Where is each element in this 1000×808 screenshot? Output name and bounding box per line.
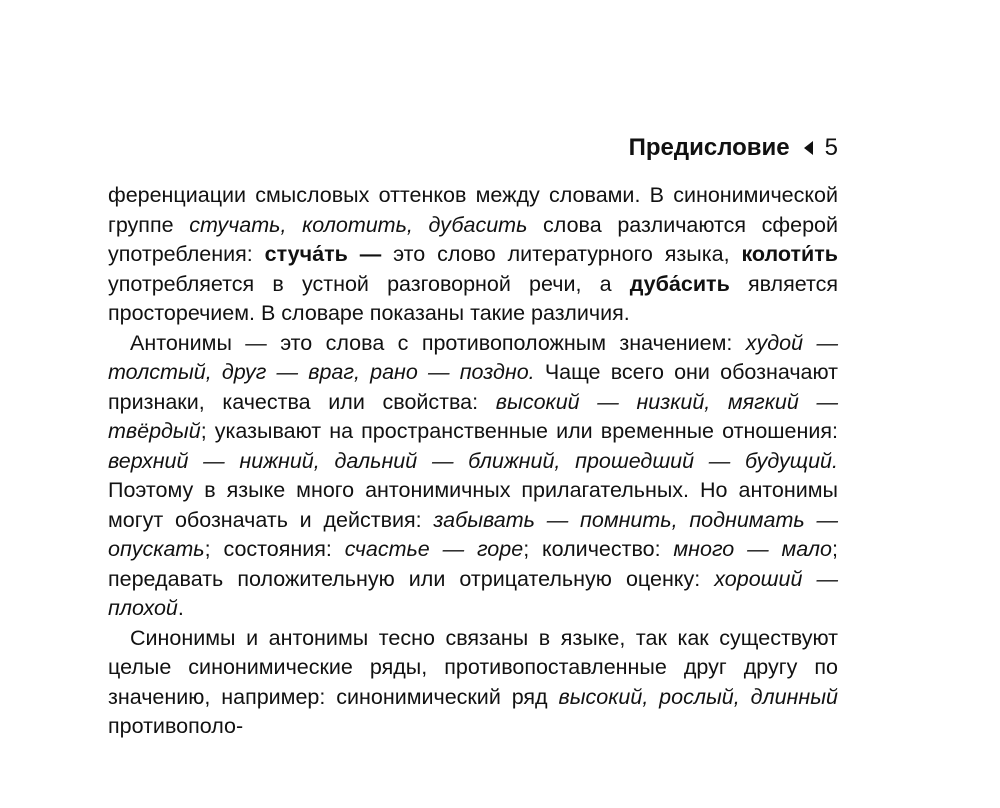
text-segment: слова различаются сферой употребления:: [108, 212, 838, 266]
italic-example: хороший — плохой: [108, 566, 838, 620]
text-segment: Поэтому в языке много антонимичных прилагательных. Но антонимы могут обозначать и действия:: [108, 478, 838, 532]
text-segment: употребляется в устной разговорной речи, а: [108, 271, 630, 296]
italic-example: стучать, колотить, дубасить: [189, 212, 528, 237]
text-segment: Синонимы и антонимы тесно связаны в языке, так как существуют целые синонимические ряды, противопоставленные друг другу по значению, например: синонимический ряд: [108, 625, 838, 709]
text-segment: ; указывают на пространственные или временные отношения:: [200, 419, 838, 443]
running-header: [629, 133, 838, 163]
bold-headword: стуча́ть —: [264, 242, 382, 266]
text-segment: ; количество:: [523, 537, 674, 561]
text-segment: ференциации смысловых оттенков между словами. В синонимической группе: [108, 183, 838, 237]
italic-example: высокий — низкий, мягкий — твёрдый: [108, 389, 838, 443]
text-segment: противополо-: [108, 714, 244, 738]
italic-example: много — мало: [673, 537, 833, 561]
triangle-left-icon: [804, 141, 813, 155]
text-segment: ; передавать положительную или отрицательную оценку:: [108, 537, 838, 591]
text-body: [108, 181, 838, 742]
bold-headword: колоти́ть: [741, 242, 838, 266]
page-number: 5: [824, 134, 838, 161]
italic-example: худой — толстый, друг — враг, рано — поздно.: [108, 330, 838, 384]
text-segment: .: [177, 596, 184, 620]
italic-example: забывать — помнить, поднимать — опускать: [108, 507, 838, 561]
italic-example: высокий, рослый, длинный: [558, 684, 838, 709]
paragraph-antonyms: [108, 329, 838, 624]
text-segment: Чаще всего они обозначают признаки, качества или свойства:: [108, 360, 838, 414]
text-segment: ; состояния:: [204, 537, 345, 561]
text-segment: Антонимы — это слова с противоположным значением:: [130, 330, 746, 355]
text-segment: является просторечием. В словаре показаны такие различия.: [108, 271, 838, 325]
text-segment: это слово литературного языка,: [381, 242, 742, 266]
paragraph-synonyms-continued: [108, 181, 838, 329]
section-title: Предисловие: [628, 134, 790, 161]
italic-example: счастье — горе: [344, 537, 524, 561]
italic-example: верхний — нижний, дальний — ближний, прошедший — будущий.: [108, 448, 838, 473]
paragraph-synonyms-antonyms: [108, 624, 838, 742]
bold-headword: дуба́сить: [629, 271, 730, 296]
